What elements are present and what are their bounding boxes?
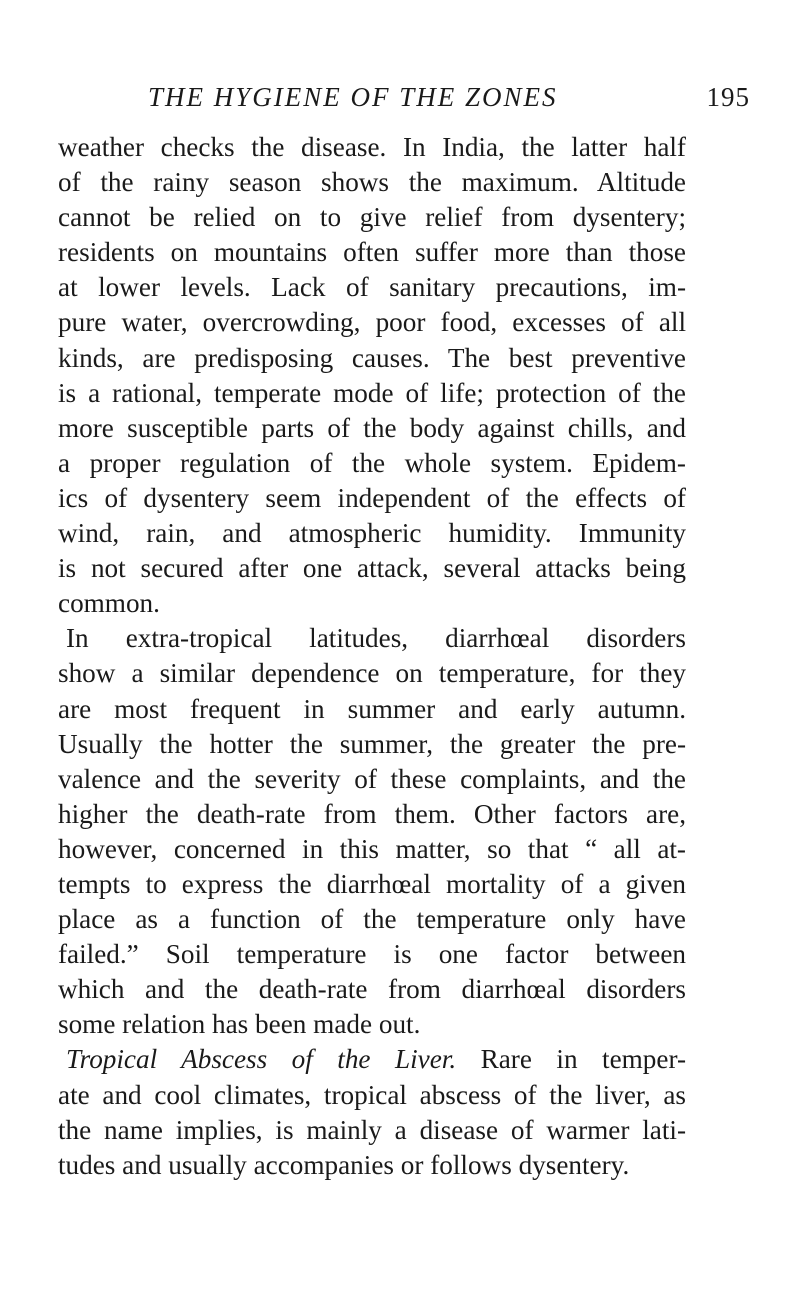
text-line: weather checks the disease. In India, the latter half	[58, 132, 686, 162]
paragraph-start-line: In extra-tropical latitudes, diarrhœal disorders	[66, 623, 686, 654]
text-line: however, concerned in this matter, so that “ all at-	[58, 833, 686, 864]
text-line: higher the death-rate from them. Other factors are,	[58, 798, 686, 829]
body-text	[58, 130, 686, 1183]
text-line: kinds, are predisposing causes. The best preventive	[58, 342, 686, 373]
text-line: residents on mountains often suffer more than those	[58, 237, 686, 268]
text-line: tempts to express the diarrhœal mortality of a given	[58, 868, 686, 899]
section-heading: Tropical Abscess of the Liver.	[66, 1044, 457, 1075]
text-line: cannot be relied on to give relief from dysentery;	[58, 202, 686, 233]
text-line: pure water, overcrowding, poor food, excesses of all	[58, 307, 686, 338]
text-line: the name implies, is mainly a disease of warmer lati-	[58, 1114, 686, 1145]
text-line: which and the death-rate from diarrhœal disorders	[58, 974, 686, 1005]
text-line: ics of dysentery seem independent of the effects of	[58, 482, 686, 513]
running-title: THE HYGIENE OF THE ZONES	[148, 82, 558, 112]
text-line: tudes and usually accompanies or follows dysentery.	[58, 1149, 630, 1180]
section-start-line	[58, 1042, 686, 1077]
text-line: a proper regulation of the whole system. Epidem-	[58, 447, 686, 478]
text-line: wind, rain, and atmospheric humidity. Immunity	[58, 518, 686, 549]
running-head	[148, 80, 750, 114]
text-line: at lower levels. Lack of sanitary precautions, im-	[58, 272, 686, 303]
text-line: of the rainy season shows the maximum. Altitude	[58, 167, 686, 198]
text-line: ate and cool climates, tropical abscess of the liver, as	[58, 1079, 686, 1110]
text-line: place as a function of the temperature only have	[58, 904, 686, 935]
text-line: Usually the hotter the summer, the greater the pre-	[58, 728, 686, 759]
text-line: show a similar dependence on temperature, for they	[58, 658, 686, 689]
text-line: more susceptible parts of the body against chills, and	[58, 412, 686, 443]
section-line-continuation: Rare in temper-	[456, 1044, 687, 1075]
text-line: some relation has been made out.	[58, 1009, 421, 1040]
text-line: is a rational, temperate mode of life; protection of the	[58, 377, 686, 408]
text-line: valence and the severity of these complaints, and the	[58, 763, 686, 794]
text-line: failed.” Soil temperature is one factor between	[58, 939, 686, 970]
text-line: common.	[58, 588, 160, 619]
text-line: is not secured after one attack, several attacks being	[58, 553, 686, 584]
text-line: are most frequent in summer and early autumn.	[58, 693, 686, 724]
page-number: 195	[706, 82, 750, 112]
